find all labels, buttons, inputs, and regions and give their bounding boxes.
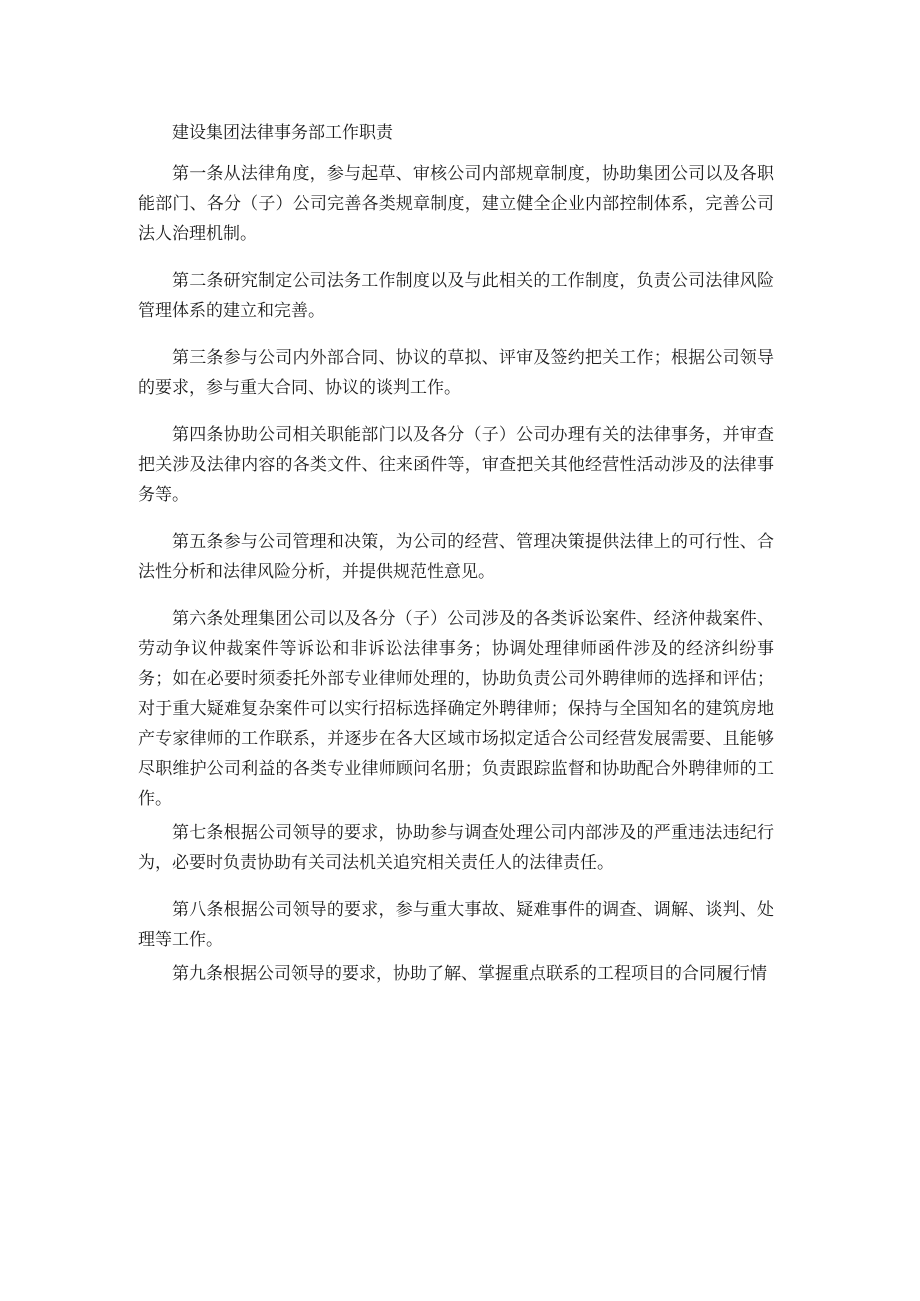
article-4: 第四条协助公司相关职能部门以及各分（子）公司办理有关的法律事务，并审查把关涉及法律内容的各类文件、往来函件等，审查把关其他经营性活动涉及的法律事务等。 — [138, 425, 774, 505]
article-9: 第九条根据公司领导的要求，协助了解、掌握重点联系的工程项目的合同履行情 — [172, 964, 767, 984]
article-5: 第五条参与公司管理和决策，为公司的经营、管理决策提供法律上的可行性、合法性分析和法律风险分析，并提供规范性意见。 — [138, 532, 774, 582]
article-6: 第六条处理集团公司以及各分（子）公司涉及的各类诉讼案件、经济仲裁案件、劳动争议仲裁案件等诉讼和非诉讼法律事务；协调处理律师函件涉及的经济纠纷事务；如在必要时须委托外部专业律师处理的，协助负责公司外聘律师的选择和评估；对于重大疑难复杂案件可以实行招标选择确定外聘律师；保持与全国知名的建筑房地产专家律师的工作联系，并逐步在各大区域市场拟定适合公司经营发展需要、且能够尽职维护公司利益的各类专业律师顾问名册；负责跟踪监督和协助配合外聘律师的工作。 — [138, 609, 774, 809]
article-1: 第一条从法律角度，参与起草、审核公司内部规章制度，协助集团公司以及各职能部门、各分（子）公司完善各类规章制度，建立健全企业内部控制体系，完善公司法人治理机制。 — [138, 164, 774, 244]
article-8: 第八条根据公司领导的要求，参与重大事故、疑难事件的调查、调解、谈判、处理等工作。 — [138, 900, 774, 950]
document-page — [138, 118, 774, 989]
article-2: 第二条研究制定公司法务工作制度以及与此相关的工作制度，负责公司法律风险管理体系的建立和完善。 — [138, 271, 774, 321]
article-3: 第三条参与公司内外部合同、协议的草拟、评审及签约把关工作；根据公司领导的要求，参与重大合同、协议的谈判工作。 — [138, 348, 774, 398]
article-7: 第七条根据公司领导的要求，协助参与调查处理公司内部涉及的严重违法违纪行为，必要时负责协助有关司法机关追究相关责任人的法律责任。 — [138, 823, 774, 873]
document-title: 建设集团法律事务部工作职责 — [172, 123, 393, 143]
